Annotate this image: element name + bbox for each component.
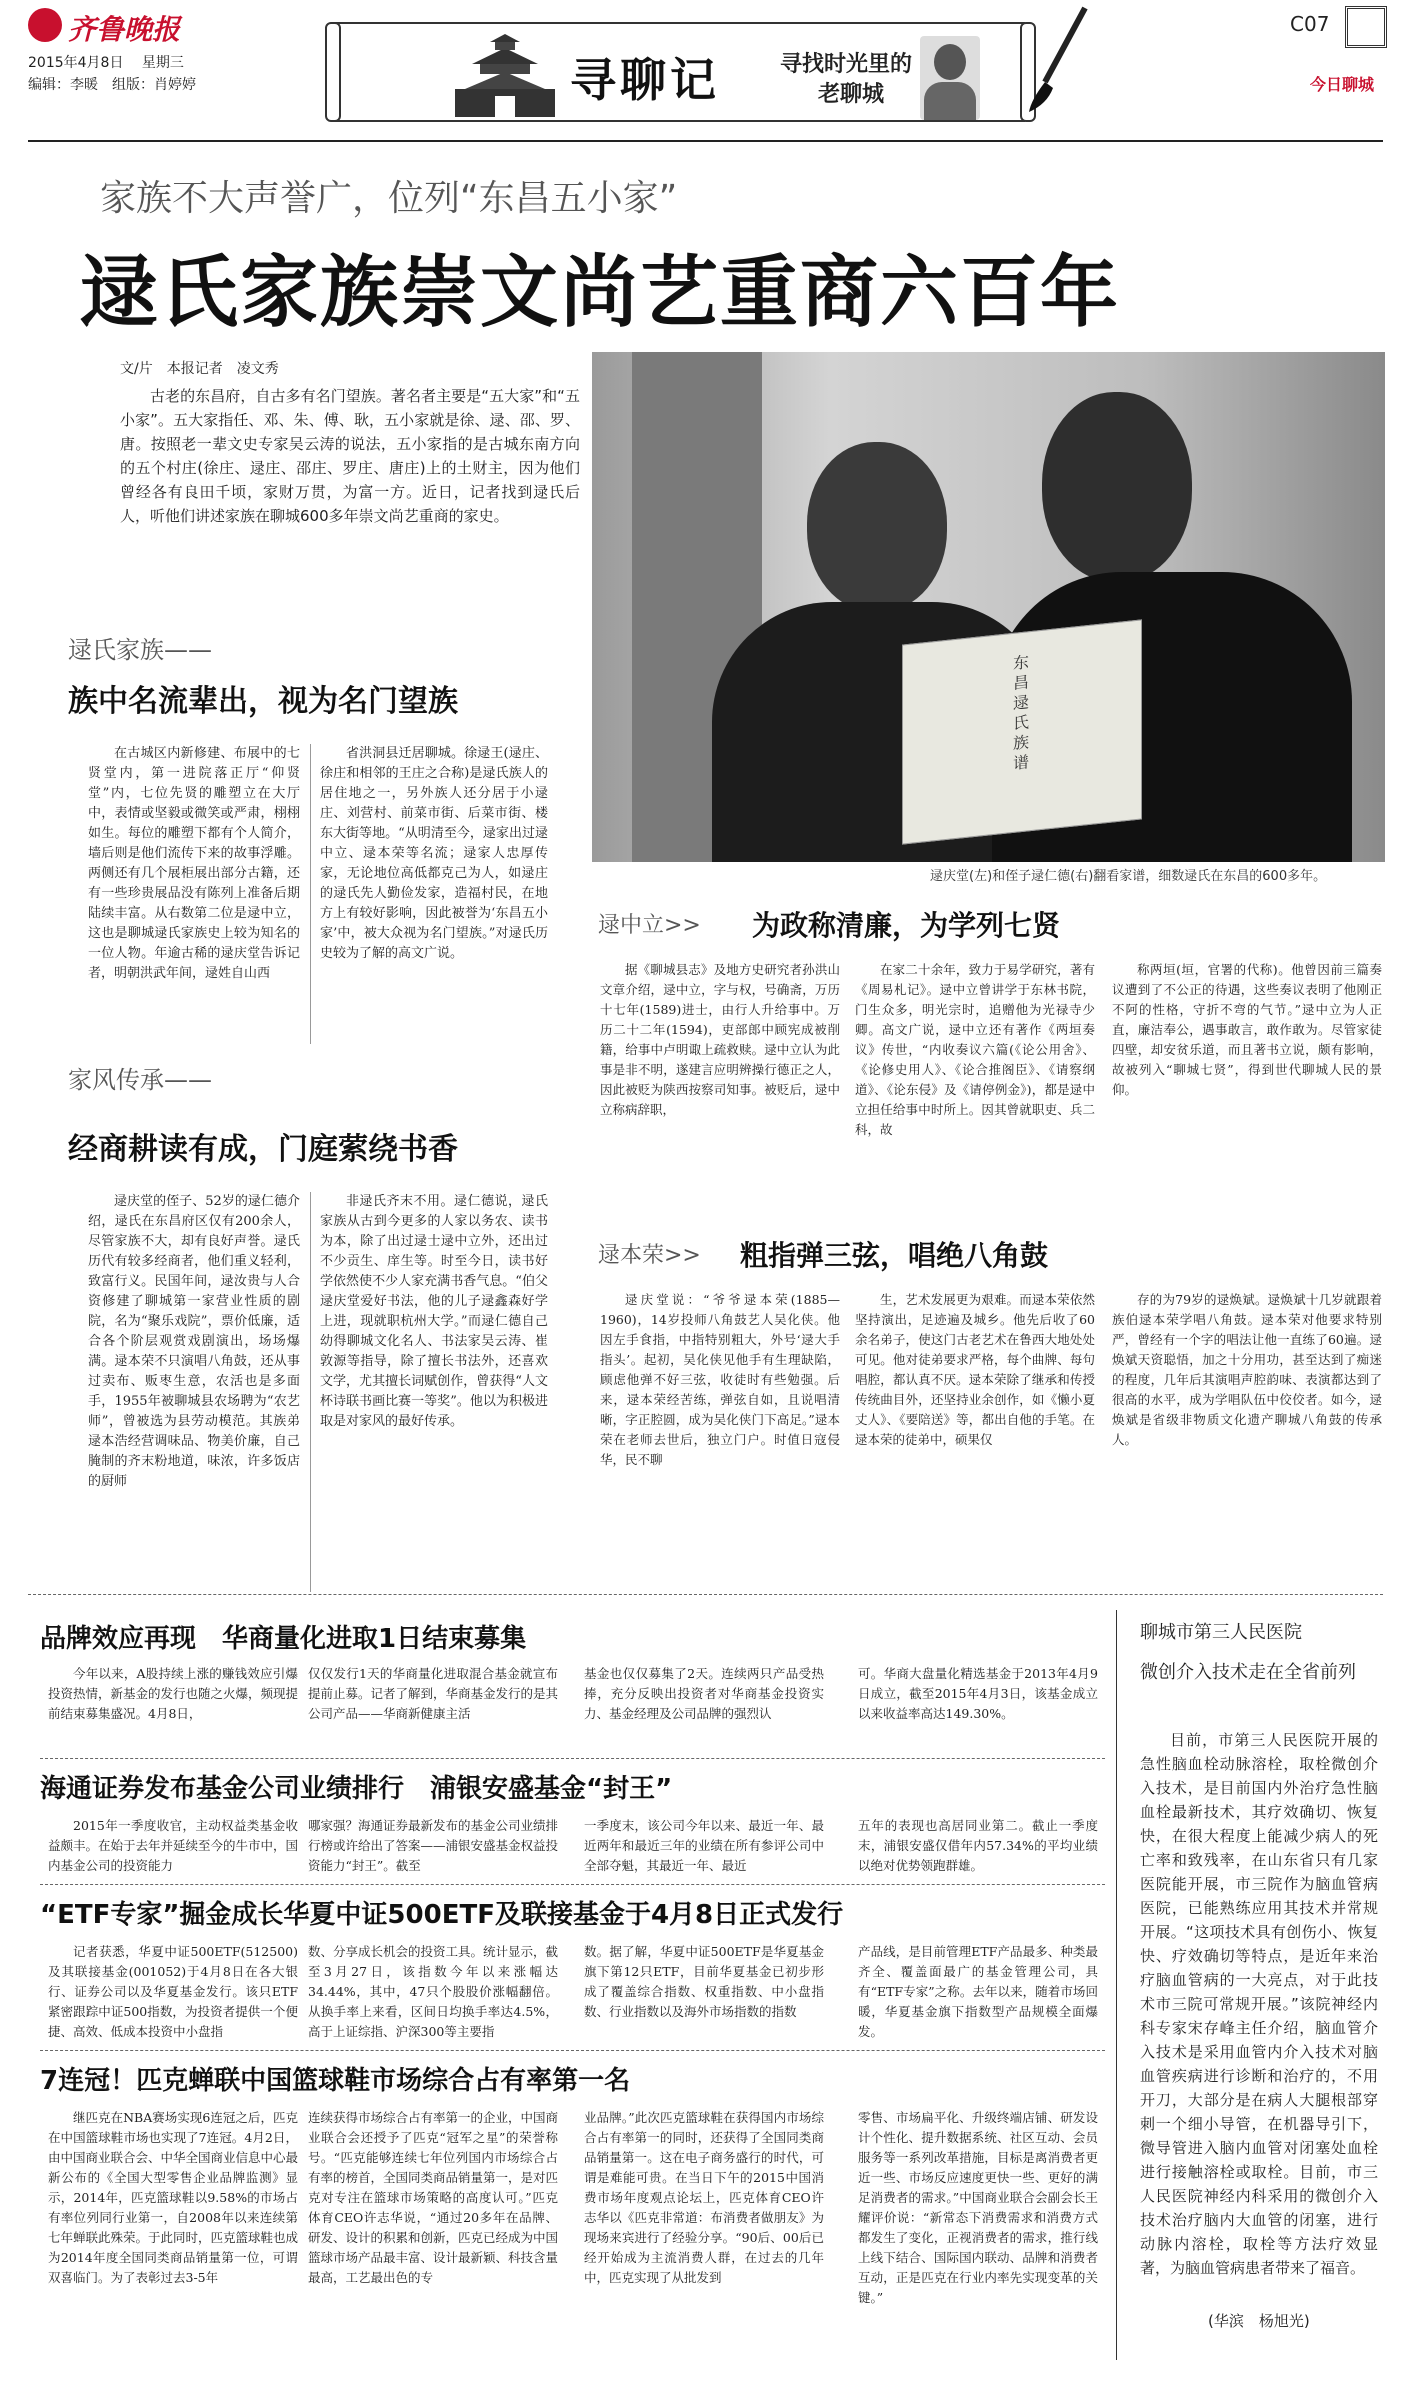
news-1-heading: 品牌效应再现 华商量化进取1日结束募集 [40,1624,527,1654]
news-3-col-2: 数、分享成长机会的投资工具。统计显示，截至3月27日，该指数今年以来涨幅达34.44%，其中，47只个股股价涨幅翻倍。从换手率上来看，区间日均换手率达4.5%，高于上证综指、沪深300等主要指 [308,1944,558,2039]
hospital-heading: 微创介入技术走在全省前列 [1140,1662,1356,1683]
section-2-heading: 经商耕读有成，门庭萦绕书香 [68,1132,458,1167]
section-4-col-3: 存的为79岁的逯焕斌。逯焕斌十几岁就跟着族伯逯本荣学唱八角鼓。逯本荣对他要求特别严，曾经有一个字的唱法让他一直练了60遍。逯焕斌天资聪悟，加之十分用功，甚至达到了痴迷的程度，几年后其演唱声腔韵味、表演都达到了很高的水平，成为学唱队伍中佼佼者。如今，逯焕斌是省级非物质文化遗产聊城八角鼓的传承人。 [1112,1292,1382,1447]
photo-caption: 逯庆堂(左)和侄子逯仁德(右)翻看家谱，细数逯氏在东昌的600多年。 [930,869,1327,884]
news-4-col-1: 继匹克在NBA赛场实现6连冠之后，匹克在中国篮球鞋市场也实现了7连冠。4月2日，由中国商业联合会、中华全国商业信息中心最新公布的《全国大型零售企业品牌监测》显示，2014年，匹克篮球鞋以9.58%的市场占有率位列同行业第一，自2008年以来连续第七年蝉联此殊荣。于此同时，匹克篮球鞋也成为2014年度全国同类商品销量第一位，可谓双喜临门。为了表彰过去3-5年 [48,2110,298,2285]
section-2-col-2: 非逯氏齐末不用。逯仁德说，逯氏家族从古到今更多的人家以务农、读书为本，除了出过逯士逯中立外，还出过不少贡生、庠生等。时至今日，读书好学依然使不少人家充满书香气息。“伯父逯庆堂爱好书法，他的儿子逯鑫森好学上进，现就职杭州大学。”而逯仁德自己幼得聊城文化名人、书法家吴云涛、崔敦源等指导，除了擅长书法外，还喜欢文学，尤其擅长词赋创作，曾获得“人文杯诗联书画比赛一等奖”。他以为积极进取是对家风的最好传承。 [320,1194,548,1429]
section-3-col-1: 据《聊城县志》及地方史研究者孙洪山文章介绍，逯中立，字与权，号确斋，万历十七年(1589)进士，由行人升给事中。万历二十二年(1594)，吏部郎中顾宪成被削籍，给事中卢明诹上疏救赎。逯中立认为此事是非不明，遂建言应明辨操行德正之人，因此被贬为陕西按察司知事。被贬后，逯中立称病辞职， [600,962,840,1117]
section-4-name: 逯本荣>> [598,1243,701,1268]
section-4-col-1: 逯庆堂说：“爷爷逯本荣(1885—1960)，14岁投师八角鼓艺人吴化侠。他因左手食指，中指特别粗大，外号‘逯大手指头’。起初，吴化侠见他手有生理缺陷，顾虑他弹不好三弦，收徒时有些勉强。后来，逯本荣经苦练，弹弦自如，且说唱清晰，字正腔圆，成为吴化侠门下高足。”逯本荣在老师去世后，独立门户。时值日寇侵华，民不聊 [600,1292,840,1467]
article-kicker: 家族不大声誉广，位列“东昌五小家” [100,178,678,219]
news-1-col-4: 可。华商大盘量化精选基金于2013年4月9日成立，截至2015年4月3日，该基金成立以来收益率高达149.30%。 [858,1666,1098,1721]
hospital-credit: (华滨 杨旭光) [1208,2312,1310,2330]
page-number: C07 [1290,12,1330,36]
section-3-col-2: 在家二十余年，致力于易学研究，著有《周易札记》。逯中立曾讲学于东林书院，门生众多，明光宗时，追赠他为光禄寺少卿。高文广说，逯中立还有著作《两垣奏议》传世，“内收奏议六篇(《论公用舍》、《论修史用人》、《论合推阁臣》、《请察纲道》、《论东侵》及《请停例金》)，都是逯中立担任给事中时所上。因其曾就职吏、兵二科，故 [855,962,1095,1137]
news-3-col-1: 记者获悉，华夏中证500ETF(512500)及其联接基金(001052)于4月8日在各大银行、证券公司以及华夏基金发行。该只ETF紧密跟踪中证500指数，为投资者提供一个便捷、高效、低成本投资中小盘指 [48,1944,298,2039]
section-2-col-1: 逯庆堂的侄子、52岁的逯仁德介绍，逯氏在东昌府区仅有200余人，尽管家族不大，却有良好声誉。逯氏历代有较多经商者，他们重义轻利，致富行义。民国年间，逯汝贵与人合资修建了聊城第一家营业性质的剧院，名为“聚乐戏院”，票价低廉，适合各个阶层观赏戏剧演出，场场爆满。逯本荣不只演唱八角鼓，还从事过卖布、贩枣生意，农活也是多面手，1955年被聊城县农场聘为“农艺师”，曾被选为县劳动模范。其族弟逯本浩经营调味品、物美价廉，自己腌制的齐末粉地道，味浓，许多饭店的厨师 [88,1194,300,1489]
section-2-kicker: 家风传承—— [68,1066,212,1094]
photo-book-title: 东昌逯氏族谱 [1013,652,1030,773]
news-3-col-3: 数。据了解，华夏中证500ETF是华夏基金旗下第12只ETF，目前华夏基金已初步形成了覆盖综合指数、权重指数、中小盘指数、行业指数以及海外市场指数的指数 [584,1944,824,2019]
hospital-body: 目前，市第三人民医院开展的急性脑血栓动脉溶栓，取栓微创介入技术，是目前国内外治疗急性脑血栓最新技术，其疗效确切、恢复快，在很大程度上能减少病人的死亡率和致残率，在山东省只有几家医院能开展，市三院作为脑血管病医院，已能熟练应用其技术并常规开展。“这项技术具有创伤小、恢复快、疗效确切等特点，是近年来治疗脑血管病的一大亮点，对于此技术市三院可常规开展。”该院神经内科专家宋存峰主任介绍，脑血管介入技术是采用血管内介入技术对脑血管疾病进行诊断和治疗的，不用开刀，大部分是在病人大腿根部穿刺一个细小导管，在机器导引下，微导管进入脑内血管对闭塞处血栓进行接触溶栓或取栓。目前，市三人民医院神经内科采用的微创介入技术治疗脑内大血管的闭塞，进行动脉内溶栓，取栓等方法疗效显著，为脑血管病患者带来了福音。 [1140,1731,1378,2277]
sidebar-divider [1116,1610,1117,2360]
section-1-heading: 族中名流辈出，视为名门望族 [68,684,458,719]
section-name: 今日聊城 [1310,75,1375,94]
section-1-col-2: 省洪洞县迁居聊城。徐逯王(逯庄、徐庄和相邻的王庄之合称)是逯氏族人的居住地之一，另外族人还分居于小逯庄、刘营村、前菜市街、后菜市街、楼东大街等地。“从明清至今，逯家出过逯中立、逯本荣等名流；逯家人忠厚传家，无论地位高低都克己为人，如逯庄的逯氏先人勤俭发家，造福村民，在地方上有较好影响，因此被誉为‘东昌五小家’中，被大众视为名门望族。”对逯氏历史较为了解的高文广说。 [320,746,548,961]
news-2-col-4: 五年的表现也高居同业第二。截止一季度末，浦银安盛仅借年内57.34%的平均业绩以绝对优势领跑群雄。 [858,1818,1098,1873]
hospital-org: 聊城市第三人民医院 [1140,1622,1302,1643]
section-1-col-1: 在古城区内新修建、布展中的七贤堂内，第一进院落正厅“仰贤堂”内，七位先贤的雕塑立在大厅中，表情或坚毅或微笑或严肃，栩栩如生。每位的雕塑下都有个人简介，墙后则是他们流传下来的故事浮雕。两侧还有几个展柜展出部分古籍，还有一些珍贵展品没有陈列上准备后期陆续丰富。从右数第二位是逯中立，这也是聊城逯氏家族史上较为知名的一位人物。年逾古稀的逯庆堂告诉记者，明朝洪武年间，逯姓自山西 [88,746,300,981]
weekday: 星期三 [141,55,184,71]
hospital-box [1128,1618,1384,2368]
section-3-col-3: 称两垣(垣，官署的代称)。他曾因前三篇奏议遭到了不公正的待遇，这些奏议表明了他刚正不阿的性格，守折不弯的气节。”逯中立为人正直，廉洁奉公，遇事敢言，敢作敢为。尽管家徒四壁，却安贫乐道，而且著书立说，颇有影响，故被列入“聊城七贤”，得到世代聊城人民的景仰。 [1112,962,1382,1097]
news-1-col-1: 今年以来，A股持续上涨的赚钱效应引爆投资热情，新基金的发行也随之火爆，频现提前结束募集盛况。4月8日， [48,1666,298,1721]
news-2-rule [40,1884,1105,1885]
news-2-col-2: 哪家强？海通证券最新发布的基金公司业绩排行榜或许给出了答案——浦银安盛基金权益投资能力“封王”。截至 [308,1818,558,1873]
news-4-col-3: 业品牌。”此次匹克篮球鞋在获得国内市场综合占有率第一的同时，还获得了全国同类商品销量第一。这在电子商务盛行的时代，可谓是难能可贵。在当日下午的2015中国消费市场年度观点论坛上，匹克体育CEO许志华以《匹克非常道：布消费者做朋友》为现场来宾进行了经验分享。“90后、00后已经开始成为主流消费人群，在过去的几年中，匹克实现了从批发到 [584,2110,824,2285]
news-3-rule [40,2050,1105,2051]
news-4-heading: 7连冠！匹克蝉联中国篮球鞋市场综合占有率第一名 [40,2066,631,2096]
news-2-col-3: 一季度末，该公司今年以来、最近一年、最近两年和最近三年的业绩在所有参评公司中全部夺魁，其最近一年、最近 [584,1818,824,1873]
section-4-heading: 粗指弹三弦，唱绝八角鼓 [740,1239,1049,1272]
column-name: 寻聊记 [570,53,720,107]
paper-name: 齐鲁晚报 [68,13,181,46]
news-3-col-4: 产品线，是目前管理ETF产品最多、种类最齐全、覆盖面最广的基金管理公司，具有“ETF专家”之称。去年以来，随着市场回暖，华夏基金旗下指数型产品规模全面爆发。 [858,1944,1098,2039]
section-4-col-2: 生，艺术发展更为艰难。而逯本荣依然坚持演出，足迹遍及城乡。他先后收了60余名弟子，使这门古老艺术在鲁西大地处处可见。他对徒弟要求严格，每个曲牌、每句唱腔，都认真不厌。逯本荣除了继承和传授传统曲目外，还坚持业余创作，如《懒小夏丈人》、《要陪送》等，都出自他的手笔。在逯本荣的徒弟中，硕果仅 [855,1292,1095,1447]
news-3-heading: “ETF专家”掘金成长华夏中证500ETF及联接基金于4月8日正式发行 [40,1900,844,1930]
editor-credit: 编辑：李暖 组版：肖婷婷 [28,77,196,93]
article-lead: 古老的东昌府，自古多有名门望族。著名者主要是“五大家”和“五小家”。五大家指任、邓、朱、傅、耿，五小家就是徐、逯、邵、罗、唐。按照老一辈文史专家吴云涛的说法，五小家指的是古城东南方向的五个村庄(徐庄、逯庄、邵庄、罗庄、唐庄)上的土财主，因为他们曾经各有良田千顷，家财万贯，为富一方。近日，记者找到逯氏后人，听他们讲述家族在聊城600多年崇文尚艺重商的家史。 [120,387,580,525]
section-3-heading: 为政称清廉，为学列七贤 [752,909,1061,942]
section-3-name: 逯中立>> [598,913,701,938]
news-1-rule [40,1758,1105,1759]
news-2-col-1: 2015年一季度收官，主动权益类基金收益颇丰。在始于去年并延续至今的牛市中，国内基金公司的投资能力 [48,1818,298,1873]
section-1-kicker: 逯氏家族—— [68,636,212,664]
date: 2015年4月8日 [28,55,124,71]
news-2-heading: 海通证券发布基金公司业绩排行 浦银安盛基金“封王” [40,1774,673,1804]
slogan-line-1: 寻找时光里的 [780,52,913,77]
article-byline: 文/片 本报记者 凌文秀 [120,361,279,377]
news-1-col-2: 仅仅发行1天的华商量化进取混合基金就宣布提前止募。记者了解到，华商基金发行的是其公司产品——华商新健康主活 [308,1666,558,1721]
news-4-col-4: 零售、市场扁平化、升级终端店铺、研发设计个性化、提升数据系统、社区互动、会员服务等一系列改革措施，目标是离消费者更近一些、市场反应速度更快一些、更好的满足消费者的需求。”中国商业联合会副会长王耀评价说：“新常态下消费需求和消费方式都发生了变化，正视消费者的需求，推行线上线下结合、国际国内联动、品牌和消费者互动，正是匹克在行业内率先实现变革的关键。” [858,2110,1098,2305]
news-4-col-2: 连续获得市场综合占有率第一的企业，中国商业联合会还授予了匹克“冠军之星”的荣誉称号。“匹克能够连续七年位列国内市场综合占有率的榜首，全国同类商品销量第一，是对匹克对专注在篮球市场策略的高度认可。”匹克体育CEO许志华说，“通过20多年在品牌、研发、设计的积累和创新，匹克已经成为中国篮球市场产品最丰富、设计最新颖、科技含量最高，工艺最出色的专 [308,2110,558,2285]
slogan-line-2: 老聊城 [818,82,885,107]
news-1-col-3: 基金也仅仅募集了2天。连续两只产品受热捧，充分反映出投资者对华商基金投资实力、基金经理及公司品牌的强烈认 [584,1666,824,1721]
article-title: 逯氏家族崇文尚艺重商六百年 [80,248,1121,338]
